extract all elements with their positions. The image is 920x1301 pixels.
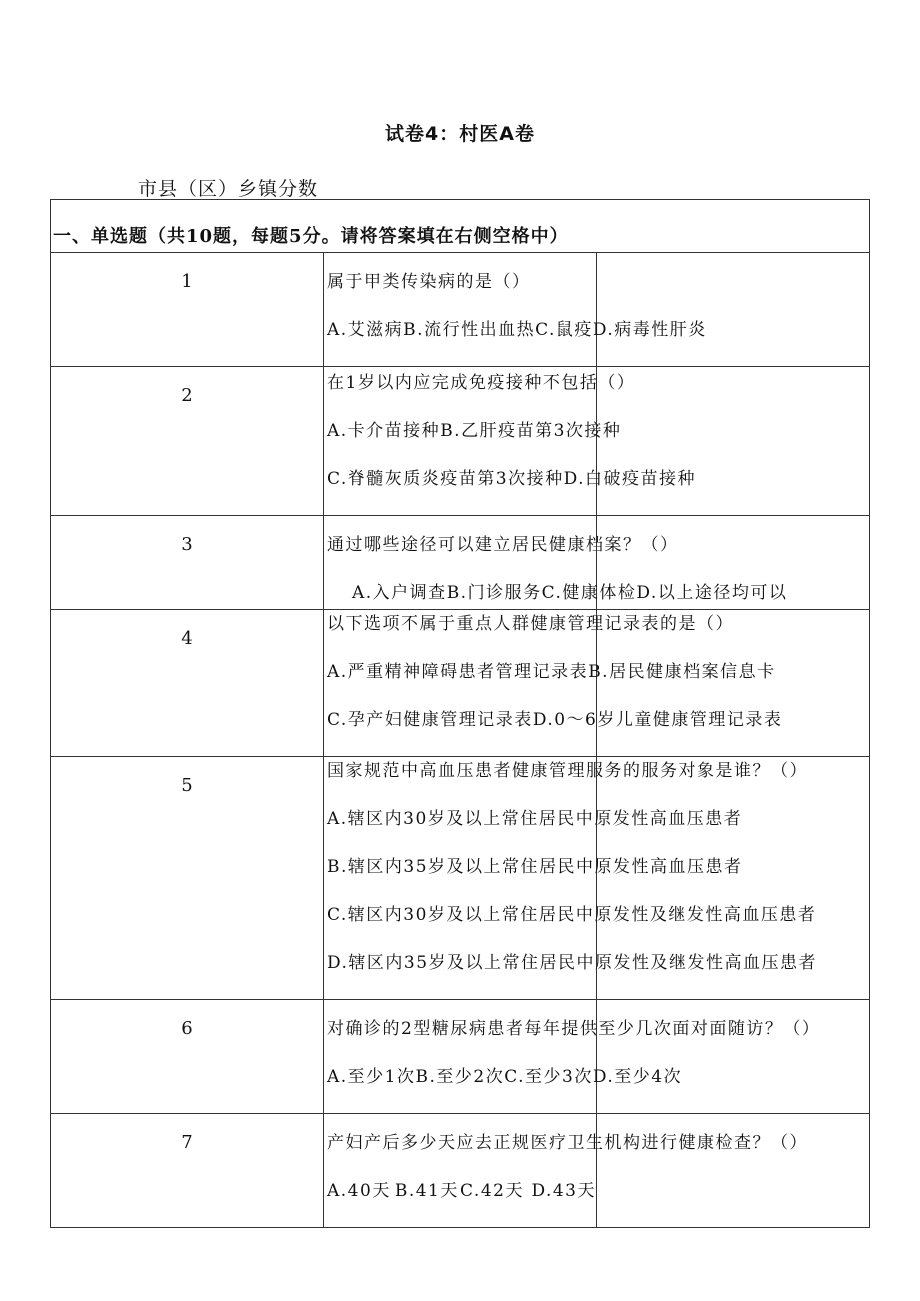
question-stem: 产妇产后多少天应去正规医疗卫生机构进行健康检查？（） bbox=[327, 1133, 808, 1153]
section-title: 一、单选题（共10题，每题5分。请将答案填在右侧空格中） bbox=[53, 226, 569, 247]
option: A.入户调查 bbox=[352, 583, 447, 603]
question-stem: 以下选项不属于重点人群健康管理记录表的是（） bbox=[327, 614, 734, 634]
question-body bbox=[324, 367, 697, 516]
option: C.健康体检 bbox=[541, 583, 637, 603]
answer-cell[interactable] bbox=[597, 1000, 870, 1114]
question-number: 1 bbox=[181, 271, 193, 292]
exam-title: 试卷4：村医A卷 bbox=[385, 123, 535, 145]
section-header bbox=[51, 200, 870, 253]
question-row bbox=[51, 610, 870, 757]
option: D.43天 bbox=[531, 1181, 596, 1201]
question-body bbox=[324, 516, 788, 610]
question-body bbox=[324, 610, 783, 757]
question-body bbox=[324, 1000, 821, 1114]
question-options bbox=[324, 708, 783, 756]
question-stem: 通过哪些途径可以建立居民健康档案？（） bbox=[327, 535, 679, 555]
question-stem: 国家规范中高血压患者健康管理服务的服务对象是谁？（） bbox=[327, 761, 808, 781]
option: A.辖区内30岁及以上常住居民中原发性高血压患者 bbox=[327, 809, 743, 829]
question-options: A.艾滋病B.流行性出血热C.鼠疫D.病毒性肝炎 bbox=[327, 320, 707, 340]
question-options bbox=[324, 467, 697, 515]
option: D.白破疫苗接种 bbox=[563, 469, 697, 489]
option: B.41天 bbox=[394, 1181, 459, 1201]
question-row bbox=[51, 516, 870, 610]
option: C.42天 bbox=[460, 1181, 524, 1201]
question-table bbox=[50, 199, 870, 1228]
question-options bbox=[324, 581, 788, 609]
region-score-line: 市县（区）乡镇分数 bbox=[138, 178, 319, 200]
question-row bbox=[51, 367, 870, 516]
question-body bbox=[324, 757, 818, 1000]
option: A.严重精神障碍患者管理记录表 bbox=[327, 662, 589, 682]
question-number: 4 bbox=[181, 628, 193, 649]
option: B.居民健康档案信息卡 bbox=[588, 662, 776, 682]
option: B.门诊服务 bbox=[446, 583, 542, 603]
question-number: 3 bbox=[181, 534, 193, 555]
question-number: 2 bbox=[181, 385, 193, 406]
question-body bbox=[324, 253, 707, 367]
option: C.孕产妇健康管理记录表 bbox=[327, 710, 533, 730]
option: A.卡介苗接种 bbox=[327, 421, 441, 441]
question-options: A.至少1次B.至少2次C.至少3次D.至少4次 bbox=[327, 1067, 683, 1087]
question-stem: 对确诊的2型糖尿病患者每年提供至少几次面对面随访？（） bbox=[327, 1019, 821, 1039]
question-stem: 在1岁以内应完成免疫接种不包括（） bbox=[327, 373, 636, 393]
answer-cell[interactable] bbox=[597, 1114, 870, 1228]
question-row bbox=[51, 1114, 870, 1228]
question-options bbox=[324, 660, 776, 708]
question-stem: 属于甲类传染病的是（） bbox=[327, 272, 531, 292]
question-number: 5 bbox=[181, 775, 193, 796]
question-options bbox=[324, 419, 622, 467]
option: A.40天 bbox=[327, 1181, 391, 1201]
option: D.0～6岁儿童健康管理记录表 bbox=[532, 710, 783, 730]
question-row bbox=[51, 253, 870, 367]
question-row bbox=[51, 1000, 870, 1114]
option: B.辖区内35岁及以上常住居民中原发性高血压患者 bbox=[327, 857, 743, 877]
option: D.辖区内35岁及以上常住居民中原发性及继发性高血压患者 bbox=[327, 953, 818, 973]
question-options bbox=[324, 1179, 596, 1227]
question-number: 7 bbox=[181, 1132, 193, 1153]
option: C.脊髓灰质炎疫苗第3次接种 bbox=[327, 469, 564, 489]
option: C.辖区内30岁及以上常住居民中原发性及继发性高血压患者 bbox=[327, 905, 817, 925]
question-row bbox=[51, 757, 870, 1000]
answer-cell[interactable] bbox=[597, 253, 870, 367]
option: B.乙肝疫苗第3次接种 bbox=[440, 421, 622, 441]
option: D.以上途径均可以 bbox=[636, 583, 788, 603]
question-number: 6 bbox=[181, 1018, 193, 1039]
question-body bbox=[324, 1114, 808, 1228]
